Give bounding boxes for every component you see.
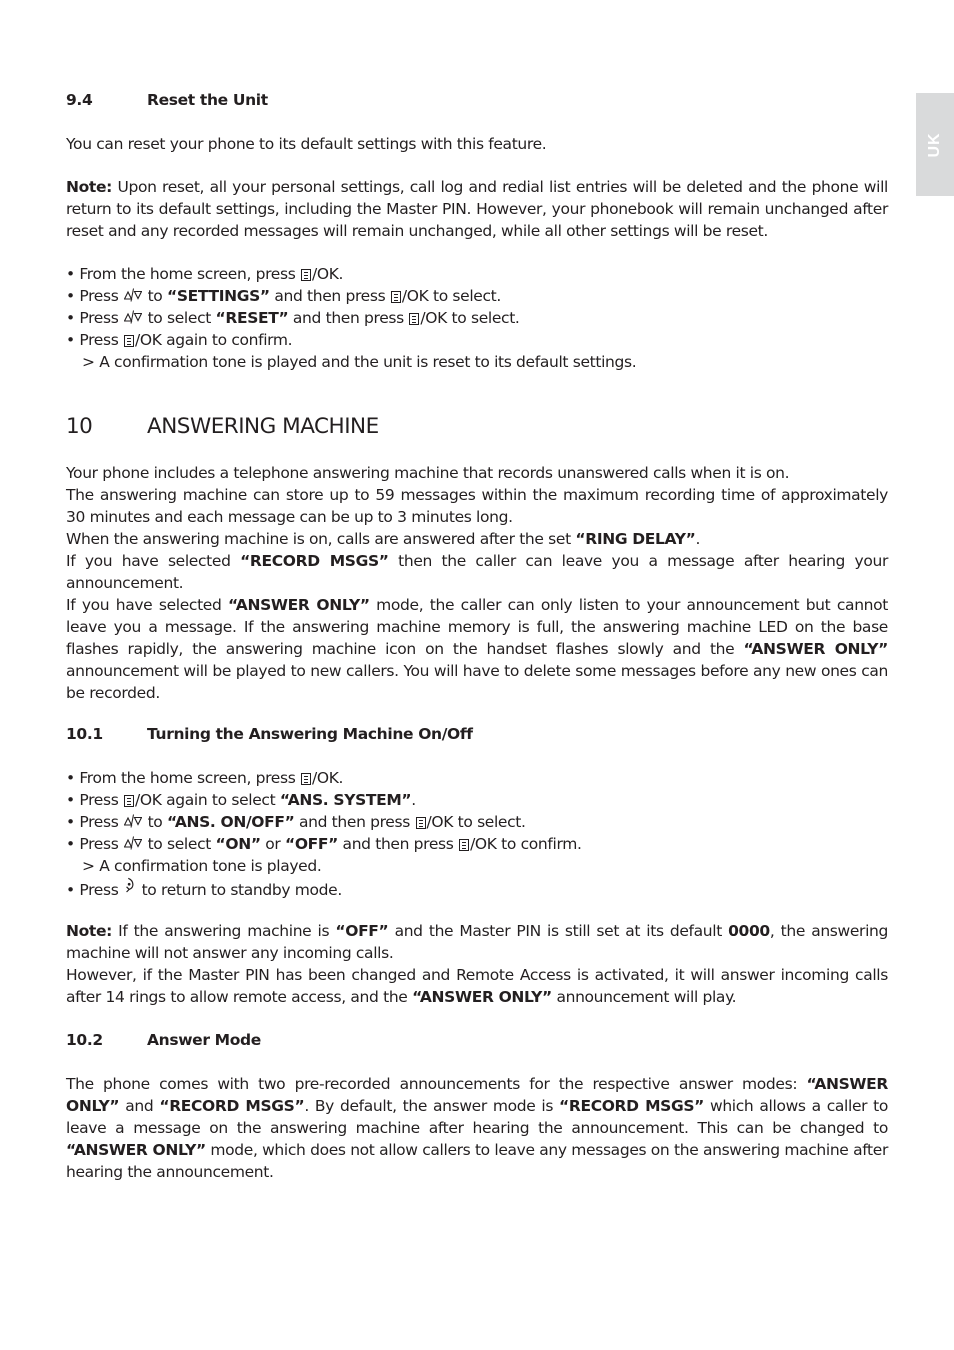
step-text: /OK to select.: [426, 813, 526, 831]
pin-value: 0000: [728, 922, 770, 940]
section-title: Turning the Answering Machine On/Off: [147, 725, 473, 743]
menu-ok-key-icon: [416, 817, 426, 829]
text: announcement will be played to new callers. You will have to delete some messages before any new ones can be recorded.: [66, 662, 888, 702]
reset-intro: You can reset your phone to its default settings with this feature.: [66, 135, 547, 153]
menu-option: “ANSWER ONLY”: [412, 988, 552, 1006]
menu-option: “ANS. SYSTEM”: [279, 791, 412, 809]
step-text: to return to standby mode.: [137, 881, 342, 899]
paragraph: The answering machine can store up to 59 messages within the maximum recording time of approximately 30 minutes and each message can be up to 3 minutes long.: [66, 486, 888, 526]
menu-option: “ANSWER ONLY”: [66, 1075, 888, 1115]
on-off-steps: [66, 767, 888, 901]
list-item: [66, 877, 888, 901]
menu-ok-key-icon: [124, 335, 134, 347]
paragraph: [66, 550, 888, 594]
section-9-4-heading: [66, 89, 888, 111]
step-text: and then press: [337, 835, 459, 853]
paragraph: [66, 964, 888, 1008]
menu-ok-key-icon: [459, 839, 469, 851]
step-text: • Press: [66, 791, 123, 809]
text: which allows a caller to leave a message on the answering machine after hearing the announcement. This can be changed to: [66, 1097, 889, 1137]
menu-option: “RING DELAY”: [575, 530, 696, 548]
list-item: [66, 329, 888, 351]
step-text: • Press: [66, 309, 123, 327]
language-tab-label: UK: [926, 131, 943, 158]
step-text: • Press: [66, 881, 123, 899]
menu-option: “RECORD MSGS”: [559, 1097, 705, 1115]
list-item: [66, 767, 888, 789]
up-down-arrow-keys-icon: [124, 836, 142, 850]
language-tab: [916, 93, 954, 196]
step-text: /OK again to confirm.: [135, 331, 293, 349]
list-item: [66, 811, 888, 833]
on-off-note: [66, 920, 888, 1008]
up-down-arrow-keys-icon: [124, 310, 142, 324]
menu-option: “RESET”: [215, 309, 289, 327]
end-call-key-icon: [124, 877, 136, 895]
menu-option: “SETTINGS”: [167, 287, 270, 305]
step-text: /OK to select.: [420, 309, 520, 327]
text: The phone comes with two pre-recorded announcements for the respective answer modes:: [66, 1075, 807, 1093]
step-text: or: [260, 835, 285, 853]
step-text: and then press: [294, 813, 415, 831]
text: , the answering machine will not answer any incoming calls.: [66, 922, 888, 962]
paragraph: [66, 594, 888, 704]
menu-ok-key-icon: [409, 313, 419, 325]
section-title: Reset the Unit: [147, 91, 268, 109]
step-text: to: [143, 287, 168, 305]
step-text: • From the home screen, press: [66, 265, 300, 283]
menu-option: “ANSWER ONLY”: [227, 596, 370, 614]
step-text: /OK to confirm.: [470, 835, 582, 853]
step-text: to select: [143, 309, 216, 327]
text: and the Master PIN is still set at its default: [388, 922, 729, 940]
section-10-heading: [66, 414, 888, 440]
list-item: [66, 285, 888, 307]
section-10-1-heading: [66, 723, 888, 745]
list-item: [66, 789, 888, 811]
step-text: .: [411, 791, 416, 809]
step-text: /OK again to select: [135, 791, 280, 809]
text: . By default, the answer mode is: [304, 1097, 560, 1115]
section-number: 10.2: [66, 1031, 103, 1049]
note-label: Note:: [66, 178, 112, 196]
step-text: and then press: [269, 287, 390, 305]
note-label: Note:: [66, 922, 112, 940]
step-text: • From the home screen, press: [66, 769, 300, 787]
step-text: to select: [143, 835, 216, 853]
text: announcement will play.: [551, 988, 737, 1006]
menu-ok-key-icon: [301, 773, 311, 785]
section-10-2-heading: [66, 1029, 888, 1051]
step-result: > A confirmation tone is played.: [82, 857, 322, 875]
menu-option: “ANSWER ONLY”: [66, 1141, 206, 1159]
text: mode, the caller can only listen to your announcement but cannot leave you a message. If the answering machine memory is full, the answering machine LED on the base flashes rapidly, the answering machine icon on the handset flashes slowly and the: [66, 596, 888, 658]
text: and: [119, 1097, 160, 1115]
section-number: 10: [66, 414, 93, 439]
step-text: • Press: [66, 835, 123, 853]
menu-option: “OFF”: [284, 835, 338, 853]
step-text: /OK.: [312, 769, 344, 787]
step-text: to: [143, 813, 168, 831]
menu-ok-key-icon: [391, 291, 401, 303]
answer-mode-paragraph: [66, 1073, 888, 1183]
answering-machine-intro: [66, 462, 888, 704]
list-item: [66, 307, 888, 329]
section-title: ANSWERING MACHINE: [147, 414, 379, 439]
text: mode, which does not allow callers to leave any messages on the answering machine after hearing the announcement.: [66, 1141, 888, 1181]
menu-option: “ON”: [215, 835, 261, 853]
step-text: • Press: [66, 287, 123, 305]
up-down-arrow-keys-icon: [124, 814, 142, 828]
menu-option: “RECORD MSGS”: [240, 552, 389, 570]
text: When the answering machine is on, calls are answered after the set: [66, 530, 576, 548]
text: However, if the Master PIN has been changed and Remote Access is activated, it will answer incoming calls after 14 rings to allow remote access, and the: [66, 966, 888, 1006]
text: If the answering machine is: [112, 922, 336, 940]
step-text: • Press: [66, 813, 123, 831]
paragraph: [66, 528, 888, 550]
text: If you have selected: [66, 552, 241, 570]
step-text: and then press: [288, 309, 409, 327]
menu-option: “ANS. ON/OFF”: [167, 813, 295, 831]
menu-option: “RECORD MSGS”: [159, 1097, 305, 1115]
menu-ok-key-icon: [124, 795, 134, 807]
step-text: /OK to select.: [401, 287, 501, 305]
paragraph: [66, 920, 888, 964]
up-down-arrow-keys-icon: [124, 288, 142, 302]
text: then the caller can leave you a message after hearing your announcement.: [66, 552, 888, 592]
step-result: > A confirmation tone is played and the unit is reset to its default settings.: [82, 353, 637, 371]
section-title: Answer Mode: [147, 1031, 261, 1049]
menu-option: “OFF”: [335, 922, 389, 940]
note-text: Upon reset, all your personal settings, call log and redial list entries will be deleted and the phone will return to its default settings, including the Master PIN. However, your phonebook will remain unchanged after reset and any recorded messages will remain unchanged, while all other settings will be reset.: [66, 178, 888, 240]
list-item: [66, 833, 888, 855]
step-text: /OK.: [312, 265, 344, 283]
paragraph: Your phone includes a telephone answering machine that records unanswered calls when it is on.: [66, 464, 790, 482]
list-item: [66, 263, 888, 285]
step-text: • Press: [66, 331, 123, 349]
text: If you have selected: [66, 596, 228, 614]
menu-option: “ANSWER ONLY”: [743, 640, 888, 658]
reset-steps: [66, 263, 888, 373]
section-number: 9.4: [66, 91, 93, 109]
reset-note: [66, 176, 888, 242]
menu-ok-key-icon: [301, 269, 311, 281]
section-number: 10.1: [66, 725, 103, 743]
text: .: [695, 530, 701, 548]
